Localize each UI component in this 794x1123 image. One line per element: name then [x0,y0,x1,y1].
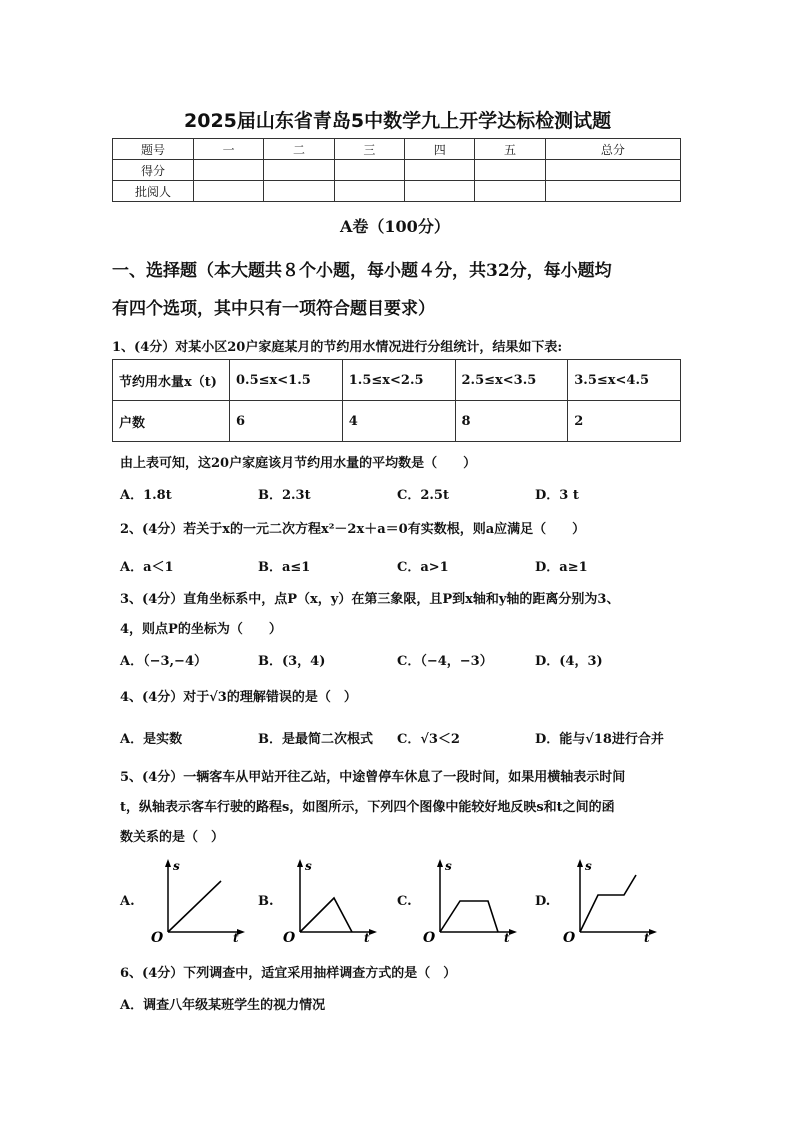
graph-d-label: D. [535,894,551,909]
table-cell [475,160,545,181]
table-row [113,401,681,442]
axis-s-label: s [445,859,452,873]
axis-s-label: s [305,859,312,873]
q2-option-a: A．a＜1 [120,560,174,575]
axis-t-label: t [644,931,650,945]
axis-s-label: s [585,859,592,873]
origin-label: O [151,930,164,945]
q6-option-a: A．调查八年级某班学生的视力情况 [120,998,326,1013]
q4-option-b: B．是最简二次根式 [258,732,373,747]
graph-a-label: A. [120,894,135,909]
q2-option-b: B．a≤1 [258,560,311,575]
q1-option-c: C．2.5t [397,488,449,503]
q2-stem: 2、(4分）若关于x的一元二次方程x²－2x＋a＝0有实数根，则a应满足（ ） [120,522,586,537]
table-cell [334,160,404,181]
table-row [113,181,681,202]
q4-option-d: D．能与√18进行合并 [535,732,664,747]
q4-option-c: C．√3＜2 [397,732,460,747]
table-cell: 总分 [545,139,680,160]
origin-label: O [283,930,296,945]
q6-stem: 6、(4分）下列调查中，适宜采用抽样调查方式的是（ ） [120,966,457,981]
graph-a [143,855,253,945]
table-cell: 1.5≤x<2.5 [342,360,455,401]
q4-stem: 4、(4分）对于√3的理解错误的是（ ） [120,690,357,705]
table-cell: 8 [455,401,568,442]
q1-option-b: B．2.3t [258,488,311,503]
page-title: 2025届山东省青岛5中数学九上开学达标检测试题 [184,110,612,132]
q3-line1: 3、(4分）直角坐标系中，点P（x，y）在第三象限，且P到x轴和y轴的距离分别为3、 [120,592,620,607]
water-table [112,359,681,442]
q2-option-d: D．a≥1 [535,560,588,575]
q3-option-c: C．（−4，−3） [397,654,493,669]
table-cell [194,181,264,202]
q3-line2: 4，则点P的坐标为（ ） [120,622,282,637]
table-cell [545,181,680,202]
table-cell: 户数 [113,401,230,442]
table-cell [194,160,264,181]
q5-line3: 数关系的是（ ） [120,830,225,845]
graph-c [418,855,528,945]
table-cell: 3.5≤x<4.5 [568,360,681,401]
table-cell [264,160,334,181]
table-cell: 得分 [113,160,194,181]
q1-option-d: D．3 t [535,488,579,503]
section-a-heading: A卷（100分） [340,217,450,236]
q1-option-a: A．1.8t [120,488,172,503]
table-cell: 2 [568,401,681,442]
table-cell [264,181,334,202]
graph-c-label: C. [397,894,412,909]
q3-option-b: B．(3，4) [258,654,326,669]
q5-line2: t，纵轴表示客车行驶的路程s，如图所示，下列四个图像中能较好地反映s和t之间的函 [120,800,615,815]
axis-t-label: t [233,931,239,945]
table-cell: 0.5≤x<1.5 [230,360,343,401]
table-cell: 4 [342,401,455,442]
table-cell [475,181,545,202]
table-cell: 批阅人 [113,181,194,202]
score-table [112,138,681,202]
q1-stem: 1、(4分）对某小区20户家庭某月的节约用水情况进行分组统计，结果如下表: [112,340,563,355]
table-row [113,160,681,181]
table-cell [545,160,680,181]
axis-t-label: t [364,931,370,945]
table-cell: 三 [334,139,404,160]
q1-follow: 由上表可知，这20户家庭该月节约用水量的平均数是（ ） [120,456,477,471]
part-heading-line2: 有四个选项，其中只有一项符合题目要求） [112,299,435,319]
table-cell: 6 [230,401,343,442]
table-cell: 题号 [113,139,194,160]
axis-s-label: s [173,859,180,873]
q4-option-a: A．是实数 [120,732,183,747]
q2-option-c: C．a>1 [397,560,449,575]
graph-b [278,855,388,945]
table-cell: 五 [475,139,545,160]
table-cell: 2.5≤x<3.5 [455,360,568,401]
graph-d [558,855,668,945]
table-cell: 四 [405,139,475,160]
origin-label: O [423,930,436,945]
table-cell [334,181,404,202]
table-row [113,360,681,401]
graph-b-label: B. [258,894,274,909]
table-row [113,139,681,160]
table-cell: 二 [264,139,334,160]
table-cell [405,181,475,202]
part-heading-line1: 一、选择题（本大题共８个小题，每小题４分，共32分，每小题均 [112,261,612,281]
origin-label: O [563,930,576,945]
table-cell: 节约用水量x（t) [113,360,230,401]
q3-option-d: D．(4，3) [535,654,603,669]
q5-line1: 5、(4分）一辆客车从甲站开往乙站，中途曾停车休息了一段时间，如果用横轴表示时间 [120,770,626,785]
q3-option-a: A．（−3,−4） [120,654,207,669]
table-cell: 一 [194,139,264,160]
table-cell [405,160,475,181]
axis-t-label: t [504,931,510,945]
